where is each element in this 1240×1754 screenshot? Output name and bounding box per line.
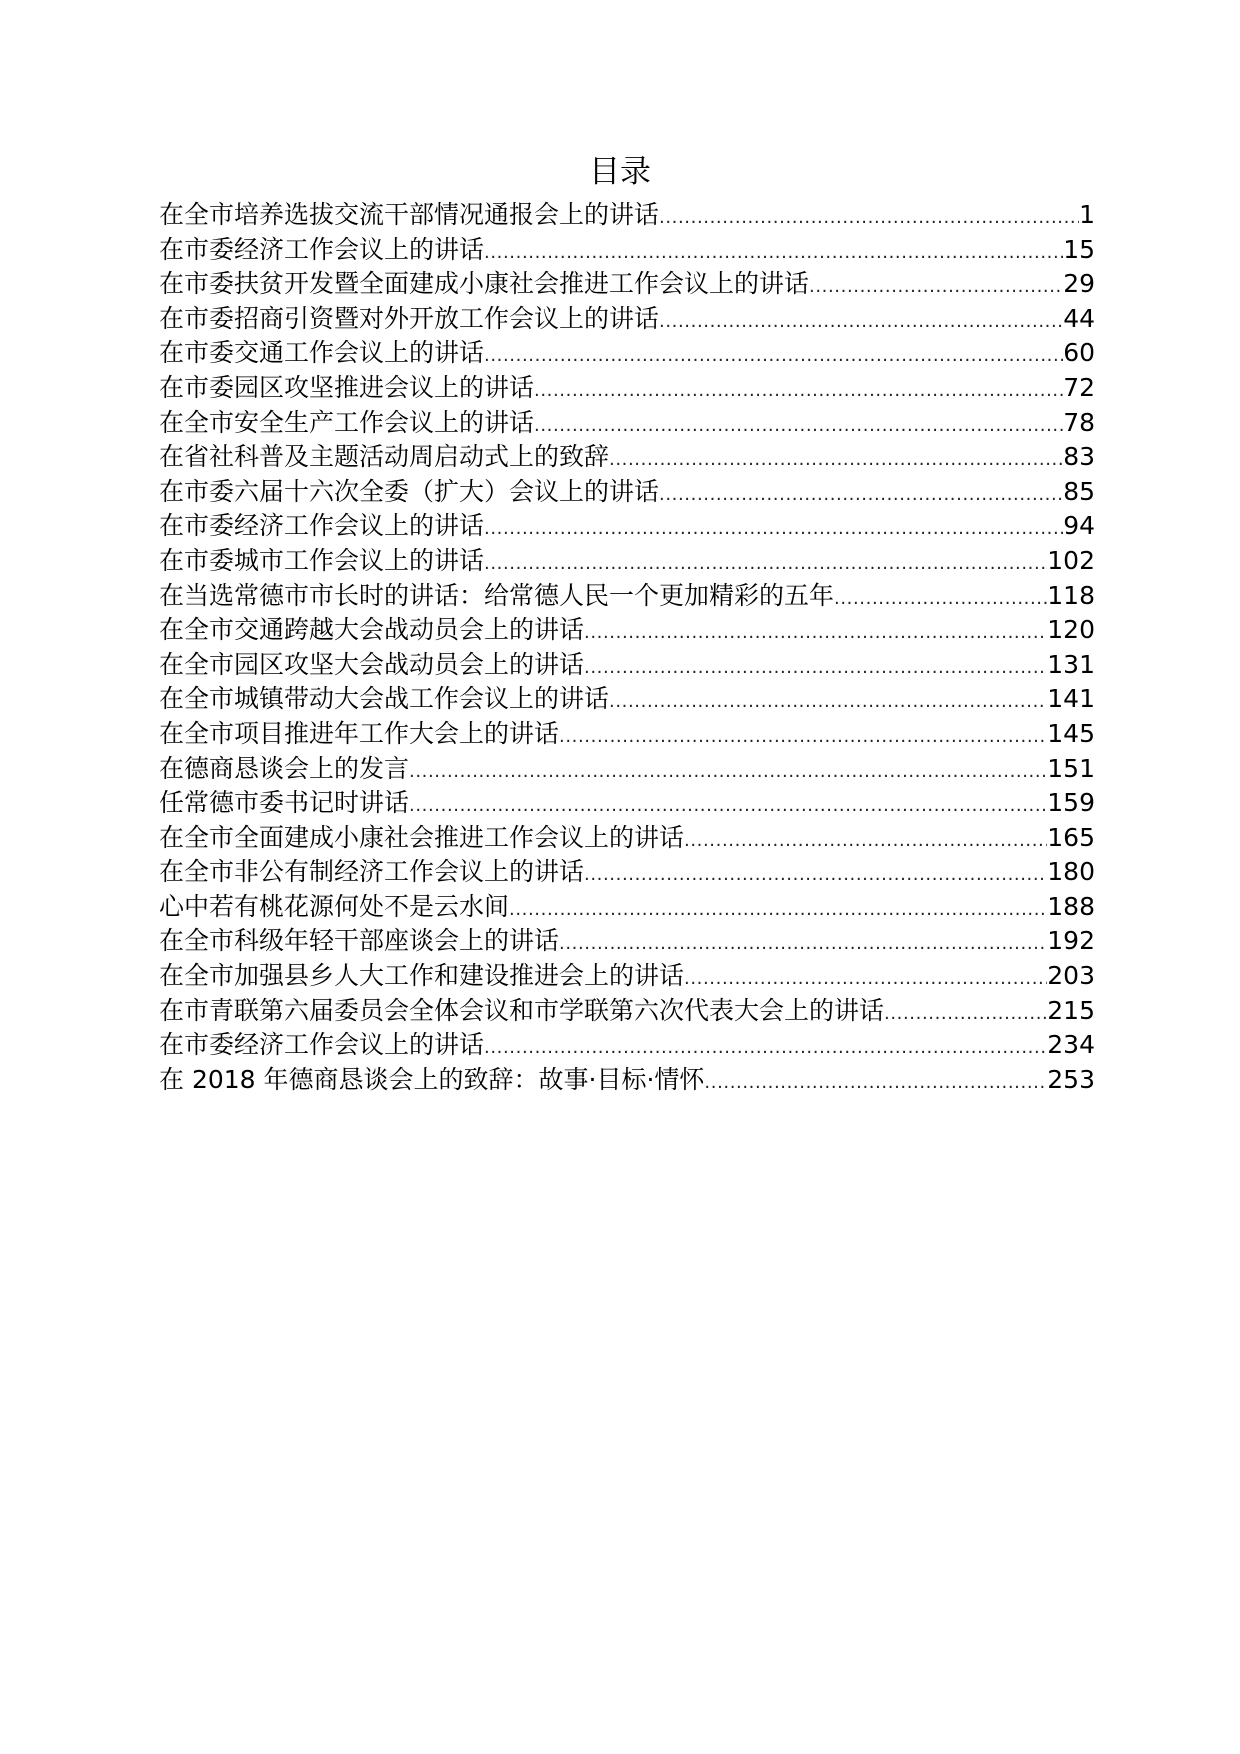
- toc-entry[interactable]: [159, 509, 1095, 544]
- toc-entry-title: 在全市科级年轻干部座谈会上的讲话: [159, 926, 560, 956]
- toc-entry[interactable]: [159, 994, 1095, 1029]
- toc-entry-page-number: 85: [1063, 476, 1095, 506]
- toc-entry-title: 在市委扶贫开发暨全面建成小康社会推进工作会议上的讲话: [159, 269, 810, 299]
- toc-entry-page-number: 15: [1063, 234, 1095, 264]
- toc-entry-title: 在全市城镇带动大会战工作会议上的讲话: [159, 684, 610, 714]
- toc-entry[interactable]: [159, 890, 1095, 925]
- toc-entry[interactable]: [159, 233, 1095, 268]
- toc-entry-page-number: 180: [1047, 857, 1095, 887]
- toc-entry-page-number: 120: [1047, 615, 1095, 645]
- toc-entry-page-number: 78: [1063, 407, 1095, 437]
- toc-entry[interactable]: [159, 924, 1095, 959]
- toc-dot-leader: [484, 1031, 1047, 1066]
- toc-entry[interactable]: [159, 267, 1095, 302]
- toc-list: [159, 198, 1095, 1097]
- toc-entry-title: 在市委交通工作会议上的讲话: [159, 338, 485, 368]
- toc-entry[interactable]: [159, 198, 1095, 233]
- toc-entry-title: 在全市项目推进年工作大会上的讲话: [159, 718, 560, 748]
- toc-dot-leader: [609, 685, 1047, 720]
- toc-dot-leader: [609, 443, 1063, 478]
- toc-dot-leader: [659, 305, 1063, 340]
- toc-entry-title: 在全市园区攻坚大会战动员会上的讲话: [159, 649, 585, 679]
- toc-entry-page-number: 1: [1079, 200, 1095, 229]
- toc-entry-title: 任常德市委书记时讲话: [159, 788, 410, 818]
- toc-entry-title: 在市青联第六届委员会全体会议和市学联第六次代表大会上的讲话: [159, 995, 885, 1025]
- toc-entry-page-number: 215: [1047, 995, 1095, 1025]
- toc-entry[interactable]: [159, 648, 1095, 683]
- toc-dot-leader: [834, 582, 1047, 617]
- toc-entry[interactable]: [159, 959, 1095, 994]
- toc-entry[interactable]: [159, 336, 1095, 371]
- toc-entry-page-number: 94: [1063, 511, 1095, 541]
- toc-entry-page-number: 234: [1047, 1030, 1095, 1060]
- toc-entry-page-number: 44: [1063, 303, 1095, 333]
- toc-entry[interactable]: [159, 579, 1095, 614]
- toc-dot-leader: [534, 409, 1063, 444]
- toc-entry[interactable]: [159, 1063, 1095, 1098]
- toc-dot-leader: [484, 236, 1063, 271]
- toc-entry[interactable]: [159, 717, 1095, 752]
- toc-entry-title: 在全市全面建成小康社会推进工作会议上的讲话: [159, 822, 685, 852]
- toc-entry[interactable]: [159, 302, 1095, 337]
- toc-entry-title: 心中若有桃花源何处不是云水间: [159, 891, 510, 921]
- toc-dot-leader: [584, 651, 1047, 686]
- toc-entry-page-number: 141: [1047, 684, 1095, 714]
- toc-entry-page-number: 60: [1063, 338, 1095, 368]
- toc-dot-leader: [684, 824, 1047, 859]
- toc-entry-page-number: 159: [1047, 788, 1095, 818]
- toc-entry-page-number: 188: [1047, 891, 1095, 921]
- toc-entry-title: 在市委经济工作会议上的讲话: [159, 234, 485, 264]
- toc-entry-title: 在全市培养选拔交流干部情况通报会上的讲话: [159, 200, 660, 229]
- toc-dot-leader: [484, 547, 1047, 582]
- toc-entry[interactable]: [159, 475, 1095, 510]
- toc-entry-title: 在德商恳谈会上的发言: [159, 753, 410, 783]
- toc-entry-page-number: 131: [1047, 649, 1095, 679]
- toc-entry[interactable]: [159, 752, 1095, 787]
- toc-entry-title: 在当选常德市市长时的讲话：给常德人民一个更加精彩的五年: [159, 580, 835, 610]
- toc-dot-leader: [704, 1066, 1047, 1101]
- toc-dot-leader: [584, 616, 1047, 651]
- toc-entry[interactable]: [159, 682, 1095, 717]
- toc-entry[interactable]: [159, 1028, 1095, 1063]
- toc-dot-leader: [659, 201, 1079, 236]
- toc-entry-page-number: 165: [1047, 822, 1095, 852]
- toc-entry-page-number: 151: [1047, 753, 1095, 783]
- toc-entry[interactable]: [159, 440, 1095, 475]
- toc-entry[interactable]: [159, 855, 1095, 890]
- toc-dot-leader: [534, 374, 1063, 409]
- toc-entry-page-number: 203: [1047, 961, 1095, 991]
- toc-dot-leader: [809, 270, 1063, 305]
- toc-entry-title: 在 2018 年德商恳谈会上的致辞：故事·目标·情怀: [159, 1064, 705, 1094]
- toc-dot-leader: [584, 858, 1047, 893]
- toc-title: 目录: [589, 154, 651, 190]
- toc-entry-title: 在全市加强县乡人大工作和建设推进会上的讲话: [159, 961, 685, 991]
- toc-dot-leader: [684, 962, 1047, 997]
- toc-entry[interactable]: [159, 786, 1095, 821]
- toc-entry-page-number: 83: [1063, 442, 1095, 472]
- toc-entry[interactable]: [159, 371, 1095, 406]
- toc-entry-page-number: 192: [1047, 926, 1095, 956]
- toc-dot-leader: [509, 893, 1047, 928]
- toc-entry-title: 在全市安全生产工作会议上的讲话: [159, 407, 535, 437]
- toc-entry-title: 在省社科普及主题活动周启动式上的致辞: [159, 442, 610, 472]
- toc-dot-leader: [409, 755, 1047, 790]
- toc-entry[interactable]: [159, 821, 1095, 856]
- toc-entry-title: 在市委经济工作会议上的讲话: [159, 511, 485, 541]
- toc-dot-leader: [659, 478, 1063, 513]
- toc-entry-page-number: 253: [1047, 1064, 1095, 1094]
- toc-entry[interactable]: [159, 406, 1095, 441]
- toc-entry-title: 在市委六届十六次全委（扩大）会议上的讲话: [159, 476, 660, 506]
- toc-dot-leader: [484, 512, 1063, 547]
- toc-dot-leader: [484, 339, 1063, 374]
- toc-entry-title: 在市委园区攻坚推进会议上的讲话: [159, 372, 535, 402]
- toc-entry[interactable]: [159, 544, 1095, 579]
- toc-entry-page-number: 118: [1047, 580, 1095, 610]
- toc-entry-title: 在全市非公有制经济工作会议上的讲话: [159, 857, 585, 887]
- toc-entry-page-number: 72: [1063, 372, 1095, 402]
- toc-entry-title: 在市委城市工作会议上的讲话: [159, 545, 485, 575]
- toc-entry-page-number: 29: [1063, 269, 1095, 299]
- toc-entry-title: 在市委招商引资暨对外开放工作会议上的讲话: [159, 303, 660, 333]
- toc-dot-leader: [409, 789, 1047, 824]
- toc-dot-leader: [559, 927, 1047, 962]
- toc-dot-leader: [884, 997, 1047, 1032]
- toc-entry-title: 在市委经济工作会议上的讲话: [159, 1030, 485, 1060]
- toc-entry-page-number: 145: [1047, 718, 1095, 748]
- toc-dot-leader: [559, 720, 1047, 755]
- toc-entry[interactable]: [159, 613, 1095, 648]
- toc-entry-title: 在全市交通跨越大会战动员会上的讲话: [159, 615, 585, 645]
- toc-entry-page-number: 102: [1047, 545, 1095, 575]
